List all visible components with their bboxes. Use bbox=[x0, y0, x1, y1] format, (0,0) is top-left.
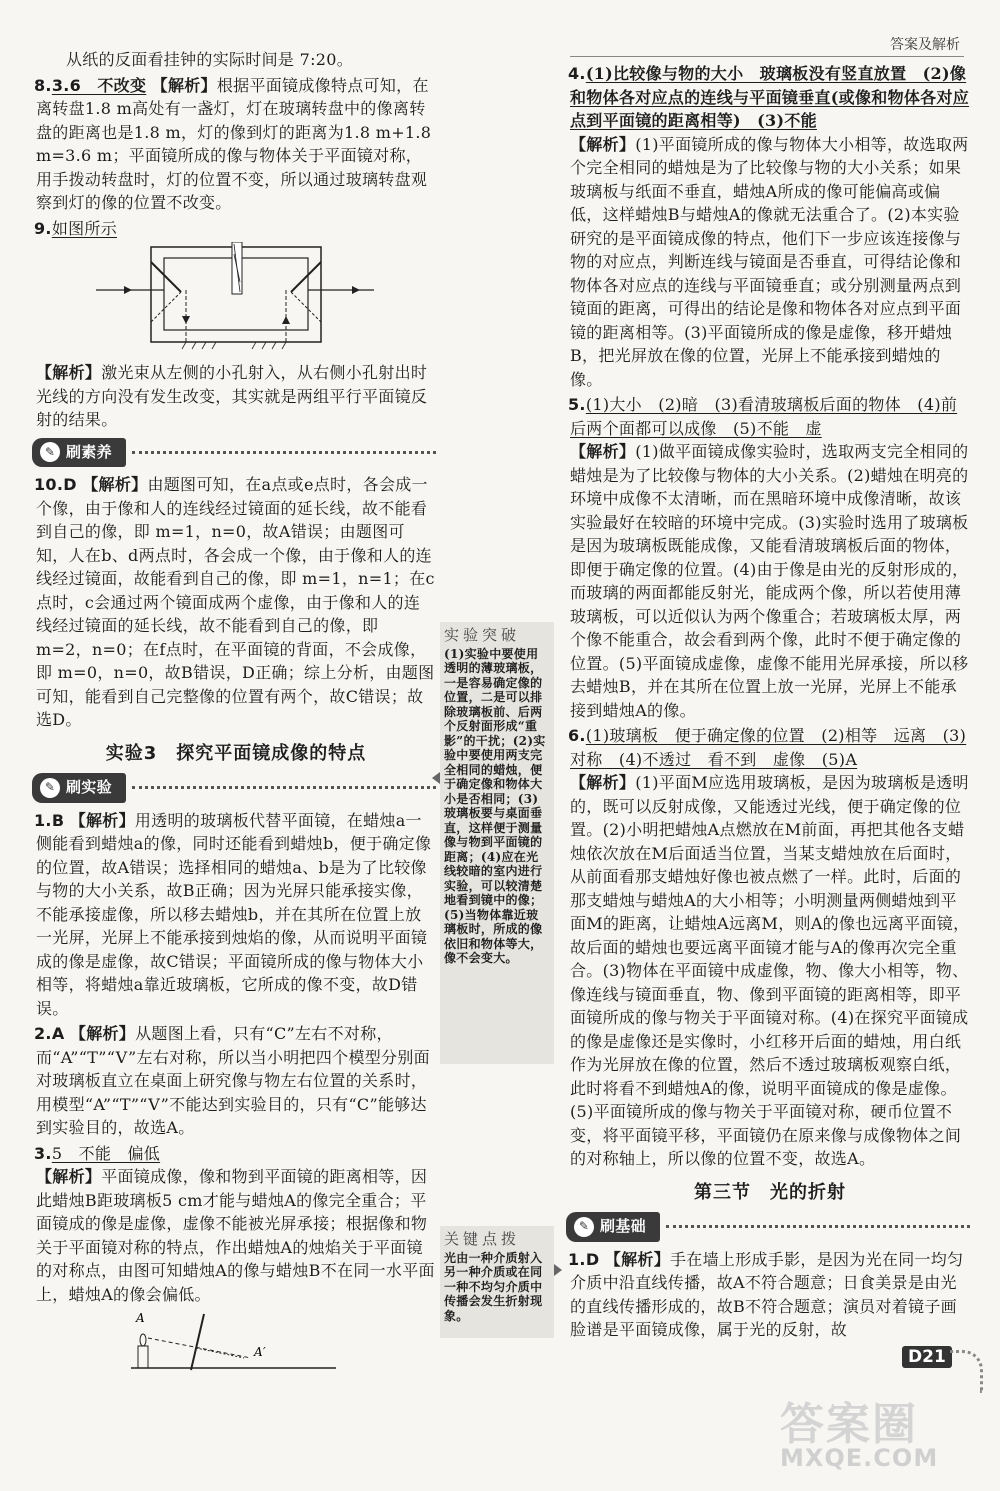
experiment-tips-sidebar bbox=[440, 622, 554, 1064]
label-a-prime: A′ bbox=[254, 1345, 266, 1359]
answer: (1)比较像与物的大小 玻璃板没有竖直放置 (2)像和物体各对应点的连线与平面镜垂直(或像和物体各对应点到平面镜的距离相等) (3)不能 bbox=[570, 64, 970, 130]
analysis-text: 从题图上看，只有“C”左右不对称，而“A”“T”“V”左右对称，所以当小明把四个模型分别面对玻璃板直立在桌面上研究像与物左右位置的关系时，用模型“A”“T”“V”不能达到实验目的，只有“C”能够达到实验目的，故选A。 bbox=[36, 1024, 430, 1137]
key-points-sidebar bbox=[440, 1226, 554, 1338]
badge-label: 刷基础 bbox=[600, 1217, 646, 1235]
question-5 bbox=[570, 393, 970, 722]
analysis-tag: 【解析】 bbox=[570, 773, 636, 792]
analysis-tag: 【解析】 bbox=[604, 1249, 670, 1269]
section-badge-basics bbox=[566, 1212, 970, 1242]
answer: 3.6 不改变 bbox=[51, 75, 147, 95]
analysis-tag: 【解析】 bbox=[36, 1167, 102, 1186]
answer: 5 不能 偏低 bbox=[51, 1143, 161, 1163]
analysis-text: 平面镜成像，像和物到平面镜的距离相等，因此蜡烛B距玻璃板5 cm才能与蜡烛A的像完全重合；平面镜成的像是虚像，虚像不能被光屏承接；根据像和物关于平面镜对称的特点，作出蜡烛A的烛焰关于平面镜的对称点，由图可知蜡烛A的像与蜡烛B不在同一水平面上，蜡烛A的像会偏低。 bbox=[36, 1167, 435, 1304]
badge-label: 刷实验 bbox=[66, 778, 112, 796]
dotted-divider bbox=[132, 786, 436, 789]
question-number: 1. bbox=[34, 810, 52, 830]
header-rule bbox=[570, 56, 964, 57]
question-6 bbox=[570, 724, 970, 1171]
periscope-figure bbox=[36, 242, 396, 357]
answer: A bbox=[51, 1024, 65, 1043]
candle-mirror-figure bbox=[36, 1308, 336, 1378]
question-number: 1. bbox=[568, 1249, 586, 1269]
sidebar-title: 关键点拨 bbox=[444, 1230, 521, 1248]
section-title: 第三节 光的折射 bbox=[694, 1181, 846, 1203]
pointer-arrow-icon bbox=[432, 772, 440, 784]
analysis-tag: 【解析】 bbox=[570, 134, 636, 154]
section-title: 实验3 探究平面镜成像的特点 bbox=[105, 742, 367, 764]
section-badge-experiment bbox=[32, 773, 436, 803]
question-number: 9. bbox=[34, 218, 52, 238]
sidebar-text: 光由一种介质射入另一种介质或在同一种不均匀介质中传播会发生折射现象。 bbox=[444, 1250, 543, 1323]
question-4 bbox=[570, 62, 970, 391]
answer: (1)大小 (2)暗 (3)看清玻璃板后面的物体 (4)前后两个面都可以成像 (5)不能 虚 bbox=[570, 395, 958, 438]
pointer-arrow-icon bbox=[554, 1264, 562, 1276]
answer: B bbox=[51, 810, 65, 830]
book-icon: ✎ bbox=[40, 442, 60, 462]
section-badge-literacy bbox=[32, 438, 436, 468]
right-column bbox=[570, 62, 970, 1344]
page-corner-decoration bbox=[950, 1350, 983, 1393]
question-2 bbox=[36, 1022, 436, 1140]
analysis-tag: 【解析】 bbox=[82, 475, 148, 494]
analysis-text: (1)平面镜所成的像与物体大小相等，故选取两个完全相同的蜡烛是为了比较像与物的大小关系；如果玻璃板与纸面不垂直，蜡烛A所成的像可能偏高或偏低，这样蜡烛B与蜡烛A的像就无法重合了。(2)本实验研究的是平面镜成像的特点，他们下一步应该连接像与物的对应点，判断连线与镜面是否垂直，可得结论像和物体各对应点的连线与平面镜垂直；或分别测量两点到镜面的距离，可得出的结论是像和物体各对应点到平面镜的距离相等。(3)平面镜所成的像是虚像，移开蜡烛B，把光屏放在像的位置，光屏上不能承接到蜡烛的像。 bbox=[570, 134, 969, 389]
label-a: A bbox=[136, 1311, 145, 1325]
analysis-text: 手在墙上形成手影，是因为光在同一均匀介质中沿直线传播，故A不符合题意；日食美景是由光的直线传播形成的，故B不符合题意；演员对着镜子画脸谱是平面镜成像，属于光的反射，故 bbox=[570, 1249, 964, 1339]
answer: D bbox=[63, 475, 77, 494]
watermark bbox=[780, 1388, 980, 1472]
analysis-text: (1)平面M应选用玻璃板，是因为玻璃板是透明的，既可以反射成像，又能透过光线，便于确定像的位置。(2)小明把蜡烛A点燃放在M前面，再把其他各支蜡烛依次放在M后面适当位置，当某支蜡烛放在后面时，从前面看那支蜡烛好像也被点燃了一样。此时，后面的那支蜡烛与蜡烛A的大小相等；小明测量两侧蜡烛到平面M的距离，让蜡烛A远离M，则A的像也远离平面镜，故后面的蜡烛也要远离平面镜才能与A的像再次完全重合。(3)物体在平面镜中成虚像，物、像大小相等，物、像连线与镜面垂直，物、像到平面镜的距离相等，即平面镜所成的像与物关于平面镜对称。(4)在探究平面镜成的像是虚像还是实像时，小红移开后面的蜡烛，用白纸作为光屏放在像的位置，然后不透过玻璃板观察白纸，此时将看不到蜡烛A的像，说明平面镜成的像是虚像。(5)平面镜所成的像与物关于平面镜对称，硬币位置不变，将平面镜平移，平面镜仍在原来像与成像物体之间的对称轴上，所以像的位置不变，故选A。 bbox=[570, 773, 970, 1168]
answer: 如图所示 bbox=[51, 218, 118, 238]
analysis-tag: 【解析】 bbox=[69, 1024, 136, 1043]
question-9 bbox=[36, 217, 436, 241]
question-number: 4. bbox=[568, 64, 586, 83]
analysis-tag: 【解析】 bbox=[151, 75, 217, 95]
dotted-divider bbox=[132, 451, 436, 454]
analysis-text: (1)做平面镜成像实验时，选取两支完全相同的蜡烛是为了比较像与物体的大小关系。(2)蜡烛在明亮的环境中成像不太清晰，而在黑暗环境中成像清晰，故该实验最好在较暗的环境中完成。(3)实验时选用了玻璃板是因为玻璃板既能成像，又能看清玻璃板后面的物体，即便于确定像的位置。(4)由于像是由光的反射形成的，而玻璃的两面都能反射光，能成两个像，所以若使用薄玻璃板，可以近似认为两个像重合；若玻璃板太厚，两个像不能重合，故会看到两个像，此时不便于确定像的位置。(5)平面镜成虚像，虚像不能用光屏承接，所以移去蜡烛B，并在其所在位置上放一光屏，光屏上不能承接到蜡烛A的像。 bbox=[570, 442, 969, 720]
analysis-text: 根据平面镜成像特点可知，在离转盘1.8 m高处有一盏灯，灯在玻璃转盘中的像离转盘的距离也是1.8 m，灯的像到灯的距离为1.8 m+1.8 m=3.6 m；平面镜所成的像与物体关于平面镜对称，用手拨动转盘时，灯的位置不变，所以通过玻璃转盘观察到灯的像的位置不改变。 bbox=[36, 75, 432, 212]
question-10 bbox=[36, 473, 436, 732]
analysis-tag: 【解析】 bbox=[570, 442, 636, 461]
analysis-tag: 【解析】 bbox=[36, 363, 102, 382]
question-8 bbox=[36, 74, 436, 215]
question-number: 5. bbox=[568, 395, 586, 414]
left-column bbox=[36, 48, 436, 1382]
question-number: 3. bbox=[34, 1143, 52, 1163]
answer: D bbox=[585, 1249, 600, 1269]
book-icon: ✎ bbox=[40, 778, 60, 798]
intro-text: 从纸的反面看挂钟的实际时间是 7:20。 bbox=[66, 50, 354, 69]
sidebar-text: (1)实验中要使用透明的薄玻璃板，一是容易确定像的位置，二是可以排除玻璃板前、后两个反射面形成“重影”的干扰；(2)实验中要使用两支完全相同的蜡烛，便于确定像和物体大小是否相同；(3)玻璃板要与桌面垂直，这样便于测量像与物到平面镜的距离；(4)应在光线较暗的室内进行实验，可以较清楚地看到镜中的像；(5)当物体靠近玻璃板时，所成的像依旧和物体等大，像不会变大。 bbox=[444, 646, 546, 965]
watermark-logo: 答案圈 bbox=[780, 1399, 918, 1450]
analysis-text: 由题图可知，在a点或e点时，各会成一个像，由于像和人的连线经过镜面的延长线，故不能看到自己的像，即 m=1，n=0，故A错误；由题图可知，人在b、d两点时，各会成一个像，由于像和人的连线经过镜面，故能看到自己的像，即 m=1，n=1；在c点时，c会通过两个镜面成两个虚像，由于像和人的连线经过镜面的延长线，故不能看到自己的像，即 m=2，n=0；在f点时，在平面镜的背面，不会成像，即 m=0，n=0，故B错误，D正确；综上分析，由题图可知，能看到自己完整像的位置有两个，故C错误；故选D。 bbox=[36, 475, 435, 729]
analysis-tag: 【解析】 bbox=[69, 810, 135, 830]
question-number: 8. bbox=[34, 75, 52, 95]
question-1-refraction bbox=[570, 1248, 970, 1342]
question-number: 10. bbox=[34, 475, 64, 494]
question-3 bbox=[36, 1142, 436, 1307]
book-icon: ✎ bbox=[574, 1217, 594, 1237]
answer: (1)玻璃板 便于确定像的位置 (2)相等 远离 (3)对称 (4)不透过 看不到 虚像 (5)A bbox=[570, 726, 967, 769]
analysis-text: 激光束从左侧的小孔射入，从右侧小孔射出时光线的方向没有发生改变，其实就是两组平行平面镜反射的结果。 bbox=[36, 363, 428, 429]
watermark-url: MXQE.COM bbox=[780, 1444, 939, 1472]
dotted-divider bbox=[666, 1225, 970, 1228]
analysis-text: 用透明的玻璃板代替平面镜，在蜡烛a一侧能看到蜡烛a的像，同时还能看到蜡烛b，便于确定像的位置，故A错误；选择相同的蜡烛a、b是为了比较像与物的大小关系，故B正确；因为光屏只能承接实像，不能承接虚像，所以移去蜡烛b，并在其所在位置上放一光屏，光屏上不能承接到烛焰的像，从而说明平面镜成的像是虚像，故C错误；平面镜所成的像与物体大小相等，将蜡烛a靠近玻璃板，它所成的像不变，故D错误。 bbox=[36, 810, 432, 1018]
header-title: 答案及解析 bbox=[890, 37, 960, 53]
sidebar-title: 实验突破 bbox=[444, 626, 521, 644]
question-1 bbox=[36, 809, 436, 1021]
question-number: 2. bbox=[34, 1024, 52, 1043]
question-number: 6. bbox=[568, 726, 586, 745]
badge-label: 刷素养 bbox=[66, 442, 112, 461]
page-number: D21 bbox=[902, 1346, 952, 1368]
question-9-analysis bbox=[36, 361, 436, 432]
